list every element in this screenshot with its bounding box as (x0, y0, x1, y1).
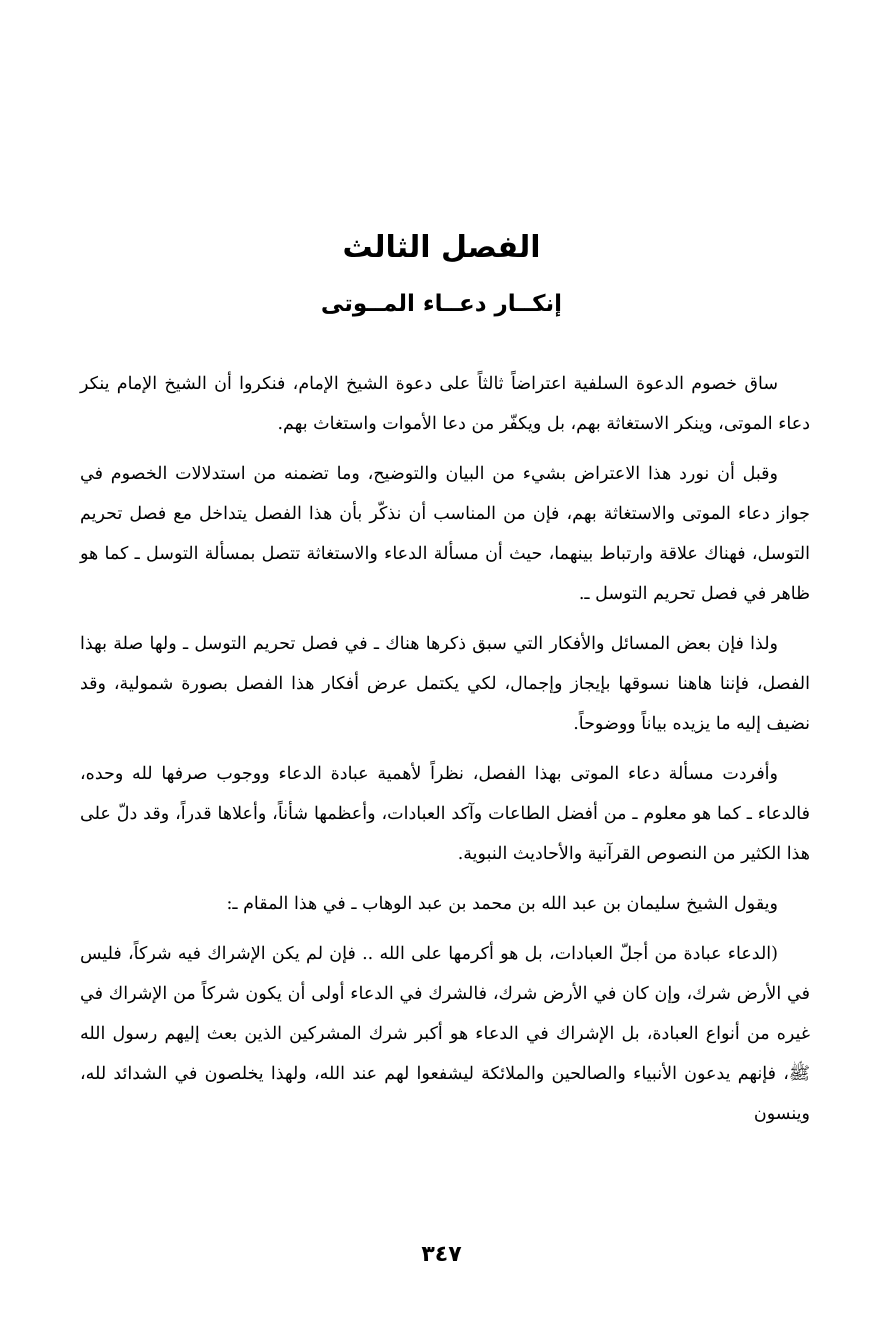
paragraph-importance: وأفردت مسألة دعاء الموتى بهذا الفصل، نظراً لأهمية عبادة الدعاء ووجوب صرفها لله وحده، فالدعاء ـ كما هو معلوم ـ من أفضل الطاعات وآكد العبادات، وأعظمها شأناً، وأعلاها قدراً، وقد دلّ على هذا الكثير من النصوص القرآنية والأحاديث النبوية. (80, 764, 810, 864)
chapter-subtitle: إنكــار دعــاء المــوتى (320, 291, 563, 317)
paragraph-overlap: ولذا فإن بعض المسائل والأفكار التي سبق ذكرها هناك ـ في فصل تحريم التوسل ـ ولها صلة بهذا الفصل، فإننا هاهنا نسوقها بإيجاز وإجمال، لكي يكتمل عرض أفكار هذا الفصل بصورة شمولية، وقد نضيف إليه ما يزيده بياناً ووضوحاً. (80, 634, 810, 734)
body-text (80, 364, 810, 1134)
paragraph-quote: (الدعاء عبادة من أجلّ العبادات، بل هو أكرمها على الله .. فإن لم يكن الإشراك فيه شركاً، فليس في الأرض شرك، وإن كان في الأرض شرك، فالشرك في الدعاء أولى أن يكون شركاً من الإشراك في غيره من أنواع العبادة، بل الإشراك في الدعاء هو أكبر شرك المشركين الذين بعث إليهم رسول الله ﷺ، فإنهم يدعون الأنبياء والصالحين والملائكة ليشفعوا لهم عند الله، ولهذا يخلصون في الشدائد لله، وينسون (80, 944, 810, 1124)
paragraph-intro: ساق خصوم الدعوة السلفية اعتراضاً ثالثاً على دعوة الشيخ الإمام، فنكروا أن الشيخ الإمام ينكر دعاء الموتى، وينكر الاستغاثة بهم، بل ويكفّر من دعا الأموات واستغاث بهم. (80, 374, 810, 434)
paragraph-before-objection: وقبل أن نورد هذا الاعتراض بشيء من البيان والتوضيح، وما تضمنه من استدلالات الخصوم في جواز دعاء الموتى والاستغاثة بهم، فإن من المناسب أن نذكّر بأن هذا الفصل يتداخل مع فصل تحريم التوسل، فهناك علاقة وارتباط بينهما، حيث أن مسألة الدعاء والاستغاثة تتصل بمسألة التوسل ـ كما هو ظاهر في فصل تحريم التوسل ـ. (80, 464, 810, 604)
page-number: ٣٤٧ (421, 1242, 462, 1267)
paragraph-quote-intro: ويقول الشيخ سليمان بن عبد الله بن محمد بن عبد الوهاب ـ في هذا المقام ـ: (226, 894, 778, 914)
chapter-title: الفصل الثالث (342, 230, 541, 265)
